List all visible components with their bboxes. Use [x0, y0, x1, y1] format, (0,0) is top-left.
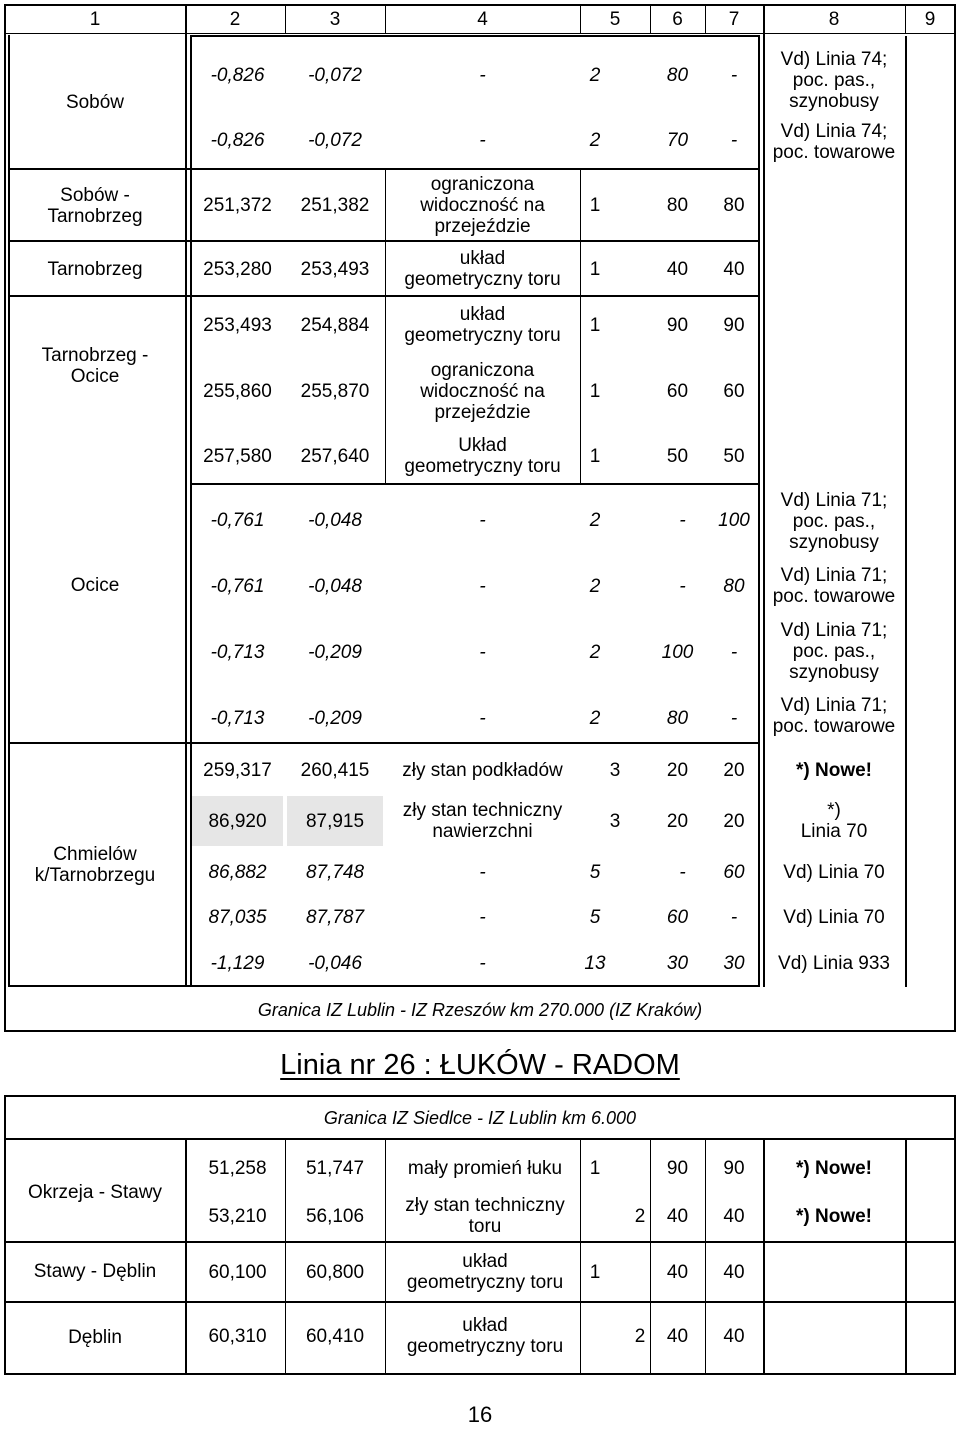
remarks: Vd) Linia 71; poc. towarowe	[772, 695, 896, 737]
speed-2: 40	[723, 1325, 745, 1347]
km-start: 86,882	[208, 861, 267, 883]
speed-1: 40	[666, 1205, 689, 1227]
reason: mały promień łuku	[407, 1157, 563, 1179]
km-start: -0,826	[210, 64, 265, 86]
station-tarnobrzeg-ocice: Tarnobrzeg - Ocice	[41, 345, 149, 387]
speed-2: -	[730, 64, 738, 86]
header-col-1: 1	[89, 8, 101, 30]
track: 2	[589, 707, 601, 729]
station-deblin: Dęblin	[68, 1326, 122, 1348]
km-start: -0,713	[210, 707, 265, 729]
speed-1: -	[679, 861, 686, 883]
km-start: 257,580	[203, 445, 272, 467]
speed-1: 50	[666, 445, 689, 467]
km-start: 251,372	[203, 194, 272, 216]
km-start: -0,713	[210, 641, 265, 663]
track: 2	[589, 509, 601, 531]
remarks: Vd) Linia 933	[778, 952, 890, 974]
speed-2: 60	[723, 380, 745, 402]
km-end: -0,046	[308, 952, 362, 974]
speed-2: 30	[723, 952, 745, 974]
km-start: 60,310	[208, 1325, 267, 1347]
remarks: *) Linia 70	[800, 800, 868, 842]
km-end: -0,209	[308, 707, 362, 729]
track: 1	[589, 1261, 601, 1283]
reason: -	[479, 64, 486, 86]
speed-2: 40	[723, 1261, 745, 1283]
speed-1: 80	[666, 64, 689, 86]
speed-2: 20	[723, 810, 745, 832]
header-col-4: 4	[477, 8, 488, 30]
track: 13	[584, 952, 606, 974]
km-start: -0,761	[210, 509, 265, 531]
km-end: 87,748	[305, 861, 365, 883]
reason: -	[479, 575, 486, 597]
reason: zły stan techniczny toru	[405, 1195, 565, 1237]
speed-1: 30	[666, 952, 689, 974]
reason: -	[479, 641, 486, 663]
header-col-5: 5	[609, 8, 621, 30]
header-col-3: 3	[329, 8, 341, 30]
km-end: 56,106	[305, 1205, 365, 1227]
km-start: 255,860	[203, 380, 272, 402]
station-okrzeja-stawy: Okrzeja - Stawy	[27, 1182, 163, 1203]
remarks: Vd) Linia 71; poc. pas., szynobusy	[780, 489, 888, 553]
border-note-2: Granica IZ Siedlce - IZ Lublin km 6.000	[323, 1107, 637, 1128]
reason: -	[479, 952, 486, 974]
remarks: Vd) Linia 70	[783, 906, 885, 928]
speed-2: 60	[723, 861, 745, 883]
km-end: 255,870	[300, 380, 370, 402]
km-start: 60,100	[208, 1261, 267, 1283]
remarks: Vd) Linia 74; poc. pas., szynobusy	[780, 48, 888, 112]
reason: układ geometryczny toru	[404, 248, 561, 290]
speed-1: 40	[666, 1325, 689, 1347]
km-start: 253,493	[203, 314, 272, 336]
km-start: -0,761	[210, 575, 265, 597]
track: 1	[589, 380, 601, 402]
speed-2: -	[730, 641, 738, 663]
speed-2: 80	[723, 194, 745, 216]
km-end: 87,787	[305, 906, 365, 928]
reason: układ geometryczny toru	[404, 304, 561, 346]
track: 1	[589, 445, 601, 467]
speed-2: 40	[723, 1205, 745, 1227]
remarks: Vd) Linia 71; poc. pas., szynobusy	[780, 619, 888, 683]
speed-1: -	[679, 575, 686, 597]
speed-2: 80	[723, 575, 745, 597]
remarks: Vd) Linia 71; poc. towarowe	[772, 565, 896, 607]
remarks-new: *) Nowe!	[796, 1205, 872, 1227]
speed-1: 20	[666, 759, 689, 781]
reason: układ geometryczny toru	[406, 1251, 564, 1293]
speed-1: 100	[661, 641, 694, 663]
reason: ograniczona widoczność na przejeździe	[420, 359, 545, 423]
header-col-9: 9	[924, 8, 936, 30]
speed-1: 80	[666, 707, 689, 729]
reason: Układ geometryczny toru	[404, 435, 561, 477]
km-end: -0,048	[308, 575, 362, 597]
km-end: -0,072	[308, 129, 362, 151]
speed-1: 60	[666, 906, 689, 928]
track: 1	[589, 1157, 601, 1179]
speed-1: 40	[666, 1261, 689, 1283]
line-title-wrap	[5, 1035, 955, 1095]
speed-1: 20	[666, 810, 689, 832]
km-end: 87,915	[287, 796, 383, 846]
km-end: 251,382	[300, 194, 370, 216]
km-end: 51,747	[305, 1157, 365, 1179]
reason: -	[479, 906, 486, 928]
speed-2: 40	[723, 258, 745, 280]
track: 2	[589, 641, 601, 663]
track: 1	[589, 314, 601, 336]
track: 2	[589, 575, 601, 597]
speed-2: -	[730, 707, 738, 729]
reason: zły stan techniczny nawierzchni	[402, 800, 563, 842]
speed-1: 90	[666, 1157, 689, 1179]
speed-1: 80	[666, 194, 689, 216]
line-title: Linia nr 26 : ŁUKÓW - RADOM	[280, 1049, 680, 1081]
km-end: 253,493	[300, 258, 370, 280]
km-end: -0,072	[308, 64, 362, 86]
reason: ograniczona widoczność na przejeździe	[420, 173, 545, 237]
station-sobow-tarnobrzeg: Sobów - Tarnobrzeg	[47, 185, 143, 227]
track: 3	[609, 759, 621, 781]
border-note-1: Granica IZ Lublin - IZ Rzeszów km 270.000 (IZ Kraków)	[257, 999, 703, 1020]
km-end: 254,884	[300, 314, 370, 336]
page-number: 16	[467, 1401, 493, 1427]
track: 5	[589, 906, 601, 928]
km-start: 86,920	[192, 796, 283, 846]
km-end: -0,048	[308, 509, 362, 531]
track: 1	[589, 258, 601, 280]
km-start: -0,826	[210, 129, 265, 151]
speed-2: -	[730, 129, 738, 151]
track: 1	[589, 194, 601, 216]
header-col-8: 8	[828, 8, 840, 30]
speed-1: 60	[666, 380, 689, 402]
remarks-new: *) Nowe!	[796, 1157, 872, 1179]
remarks: Vd) Linia 70	[783, 861, 885, 883]
header-col-2: 2	[229, 8, 241, 30]
km-start: 253,280	[203, 258, 272, 280]
station-ocice: Ocice	[70, 574, 120, 596]
reason: zły stan podkładów	[402, 759, 563, 781]
track: 2	[634, 1205, 646, 1227]
km-start: 87,035	[208, 906, 267, 928]
speed-1: 90	[666, 314, 689, 336]
station-chmielow: Chmielów k/Tarnobrzegu	[34, 844, 156, 886]
track: 2	[589, 129, 601, 151]
speed-1: 70	[666, 129, 689, 151]
reason: -	[479, 509, 486, 531]
km-end: 60,410	[305, 1325, 365, 1347]
km-end: 260,415	[300, 759, 370, 781]
station-stawy-deblin: Stawy - Dęblin	[33, 1260, 157, 1282]
speed-2: 90	[723, 314, 745, 336]
track: 2	[589, 64, 601, 86]
track: 3	[609, 810, 621, 832]
reason: układ geometryczny toru	[406, 1315, 564, 1357]
speed-2: 90	[723, 1157, 745, 1179]
speed-1: -	[679, 509, 686, 531]
header-col-7: 7	[728, 8, 740, 30]
km-start: 51,258	[208, 1157, 267, 1179]
reason: -	[479, 129, 486, 151]
reason: -	[479, 861, 486, 883]
header-col-6: 6	[672, 8, 683, 30]
remarks-new: *) Nowe!	[796, 759, 872, 781]
speed-2: 20	[723, 759, 745, 781]
track: 5	[589, 861, 601, 883]
remarks: Vd) Linia 74; poc. towarowe	[772, 121, 896, 163]
track: 2	[634, 1325, 646, 1347]
speed-1: 40	[666, 258, 689, 280]
station-tarnobrzeg: Tarnobrzeg	[47, 258, 143, 280]
km-end: 257,640	[300, 445, 370, 467]
speed-2: 50	[723, 445, 745, 467]
km-start: 53,210	[208, 1205, 267, 1227]
speed-2: -	[730, 906, 738, 928]
reason: -	[479, 707, 486, 729]
km-start: -1,129	[210, 952, 265, 974]
km-end: 60,800	[305, 1261, 365, 1283]
station-sobow: Sobów	[65, 92, 125, 113]
km-start: 259,317	[203, 759, 272, 781]
speed-2: 100	[718, 509, 750, 531]
km-end: -0,209	[308, 641, 362, 663]
